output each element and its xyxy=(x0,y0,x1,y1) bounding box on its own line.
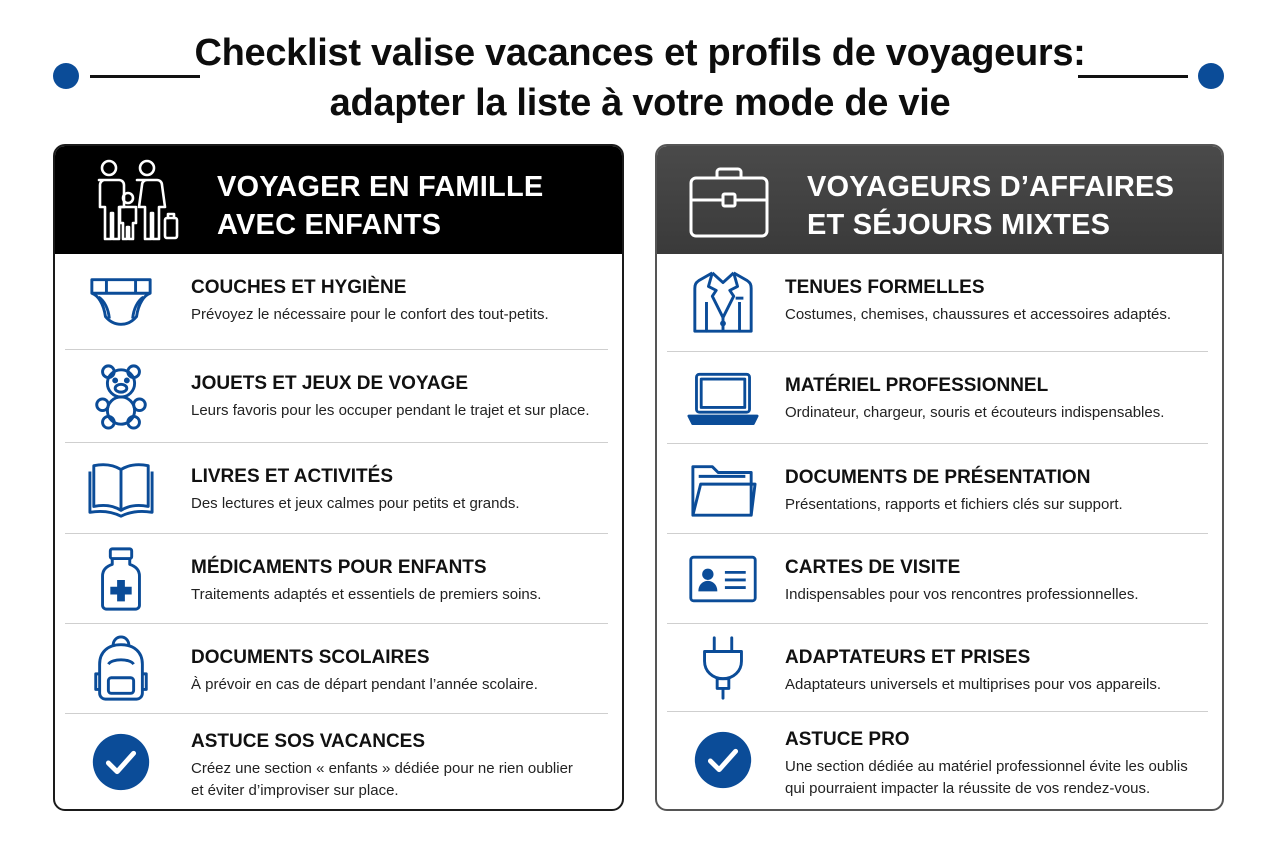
laptop-icon xyxy=(687,364,759,432)
checklist-item-tip xyxy=(65,714,608,810)
checklist-item-books xyxy=(65,443,608,534)
family-panel-header xyxy=(55,146,622,254)
right-dot-decoration xyxy=(1198,63,1224,89)
item-title: JOUETS ET JEUX DE VOYAGE xyxy=(191,373,468,394)
folder-icon xyxy=(689,455,757,523)
page-title-line-2: adapter la liste à votre mode de vie xyxy=(329,82,951,124)
business-panel-header xyxy=(657,146,1222,254)
checkmark-circle-icon xyxy=(87,728,155,796)
business-card-icon xyxy=(687,545,759,613)
page-title-line-1: Checklist valise vacances et profils de voyageurs: xyxy=(194,32,1086,74)
business-panel-title xyxy=(807,168,1174,244)
item-description: Traitements adaptés et essentiels de premiers soins. xyxy=(191,586,542,603)
checkmark-circle-icon xyxy=(689,726,757,794)
checklist-item-presentation-documents xyxy=(667,444,1208,534)
family-panel-title-line-2: AVEC ENFANTS xyxy=(217,209,442,241)
item-title: ASTUCE SOS VACANCES xyxy=(191,731,426,752)
item-description: Leurs favoris pour les occuper pendant le trajet et sur place. xyxy=(191,402,590,419)
checklist-item-pro-tip xyxy=(667,712,1208,808)
item-description: Prévoyez le nécessaire pour le confort des tout-petits. xyxy=(191,306,549,323)
item-description: Présentations, rapports et fichiers clés sur support. xyxy=(785,496,1123,513)
page-header xyxy=(0,26,1280,126)
item-description: Ordinateur, chargeur, souris et écouteurs indispensables. xyxy=(785,404,1165,421)
item-description: Des lectures et jeux calmes pour petits et grands. xyxy=(191,495,520,512)
business-panel-title-line-1: VOYAGEURS D’AFFAIRES xyxy=(807,171,1175,203)
checklist-item-adapters xyxy=(667,624,1208,712)
family-checklist xyxy=(65,254,608,810)
item-title: ASTUCE PRO xyxy=(785,729,910,750)
item-title: ADAPTATEURS ET PRISES xyxy=(785,647,1031,668)
item-title: CARTES DE VISITE xyxy=(785,557,961,578)
item-description: Indispensables pour vos rencontres professionnelles. xyxy=(785,586,1139,603)
checklist-item-business-cards xyxy=(667,534,1208,624)
backpack-icon xyxy=(87,635,155,703)
diaper-icon xyxy=(87,268,155,336)
right-line-decoration xyxy=(1078,75,1188,78)
briefcase-icon xyxy=(687,162,771,242)
family-panel-title-line-1: VOYAGER EN FAMILLE xyxy=(217,171,544,203)
business-panel xyxy=(655,144,1224,811)
medicine-bottle-icon xyxy=(87,545,155,613)
suit-jacket-icon xyxy=(689,269,757,337)
family-panel-title xyxy=(217,168,543,244)
item-title: MÉDICAMENTS POUR ENFANTS xyxy=(191,557,487,578)
checklist-item-diapers xyxy=(65,254,608,350)
plug-adapter-icon xyxy=(689,634,757,702)
teddy-bear-icon xyxy=(87,362,155,430)
business-panel-title-line-2: ET SÉJOURS MIXTES xyxy=(807,209,1111,241)
checklist-item-school-documents xyxy=(65,624,608,714)
item-title: COUCHES ET HYGIÈNE xyxy=(191,277,407,298)
checklist-item-toys xyxy=(65,350,608,443)
item-description: Créez une section « enfants » dédiée pour ne rien oublier xyxy=(191,760,573,777)
item-title: LIVRES ET ACTIVITÉS xyxy=(191,466,393,487)
item-description-line-2: qui pourraient impacter la réussite de vos rendez-vous. xyxy=(785,780,1151,797)
checklist-item-professional-equipment xyxy=(667,352,1208,444)
item-title: TENUES FORMELLES xyxy=(785,277,985,298)
family-panel xyxy=(53,144,624,811)
business-checklist xyxy=(667,254,1208,808)
item-description-line-2: et éviter d’improviser sur place. xyxy=(191,782,399,799)
family-icon xyxy=(89,158,179,244)
checklist-item-medicine xyxy=(65,534,608,624)
item-description: Costumes, chemises, chaussures et accessoires adaptés. xyxy=(785,306,1172,323)
item-description: Une section dédiée au matériel professionnel évite les oublis xyxy=(785,758,1188,775)
item-description: À prévoir en cas de départ pendant l’année scolaire. xyxy=(191,676,538,693)
open-book-icon xyxy=(87,454,155,522)
checklist-item-formal-wear xyxy=(667,254,1208,352)
item-description: Adaptateurs universels et multiprises pour vos appareils. xyxy=(785,676,1162,693)
item-title: MATÉRIEL PROFESSIONNEL xyxy=(785,375,1049,396)
item-title: DOCUMENTS DE PRÉSENTATION xyxy=(785,467,1091,488)
item-title: DOCUMENTS SCOLAIRES xyxy=(191,647,430,668)
